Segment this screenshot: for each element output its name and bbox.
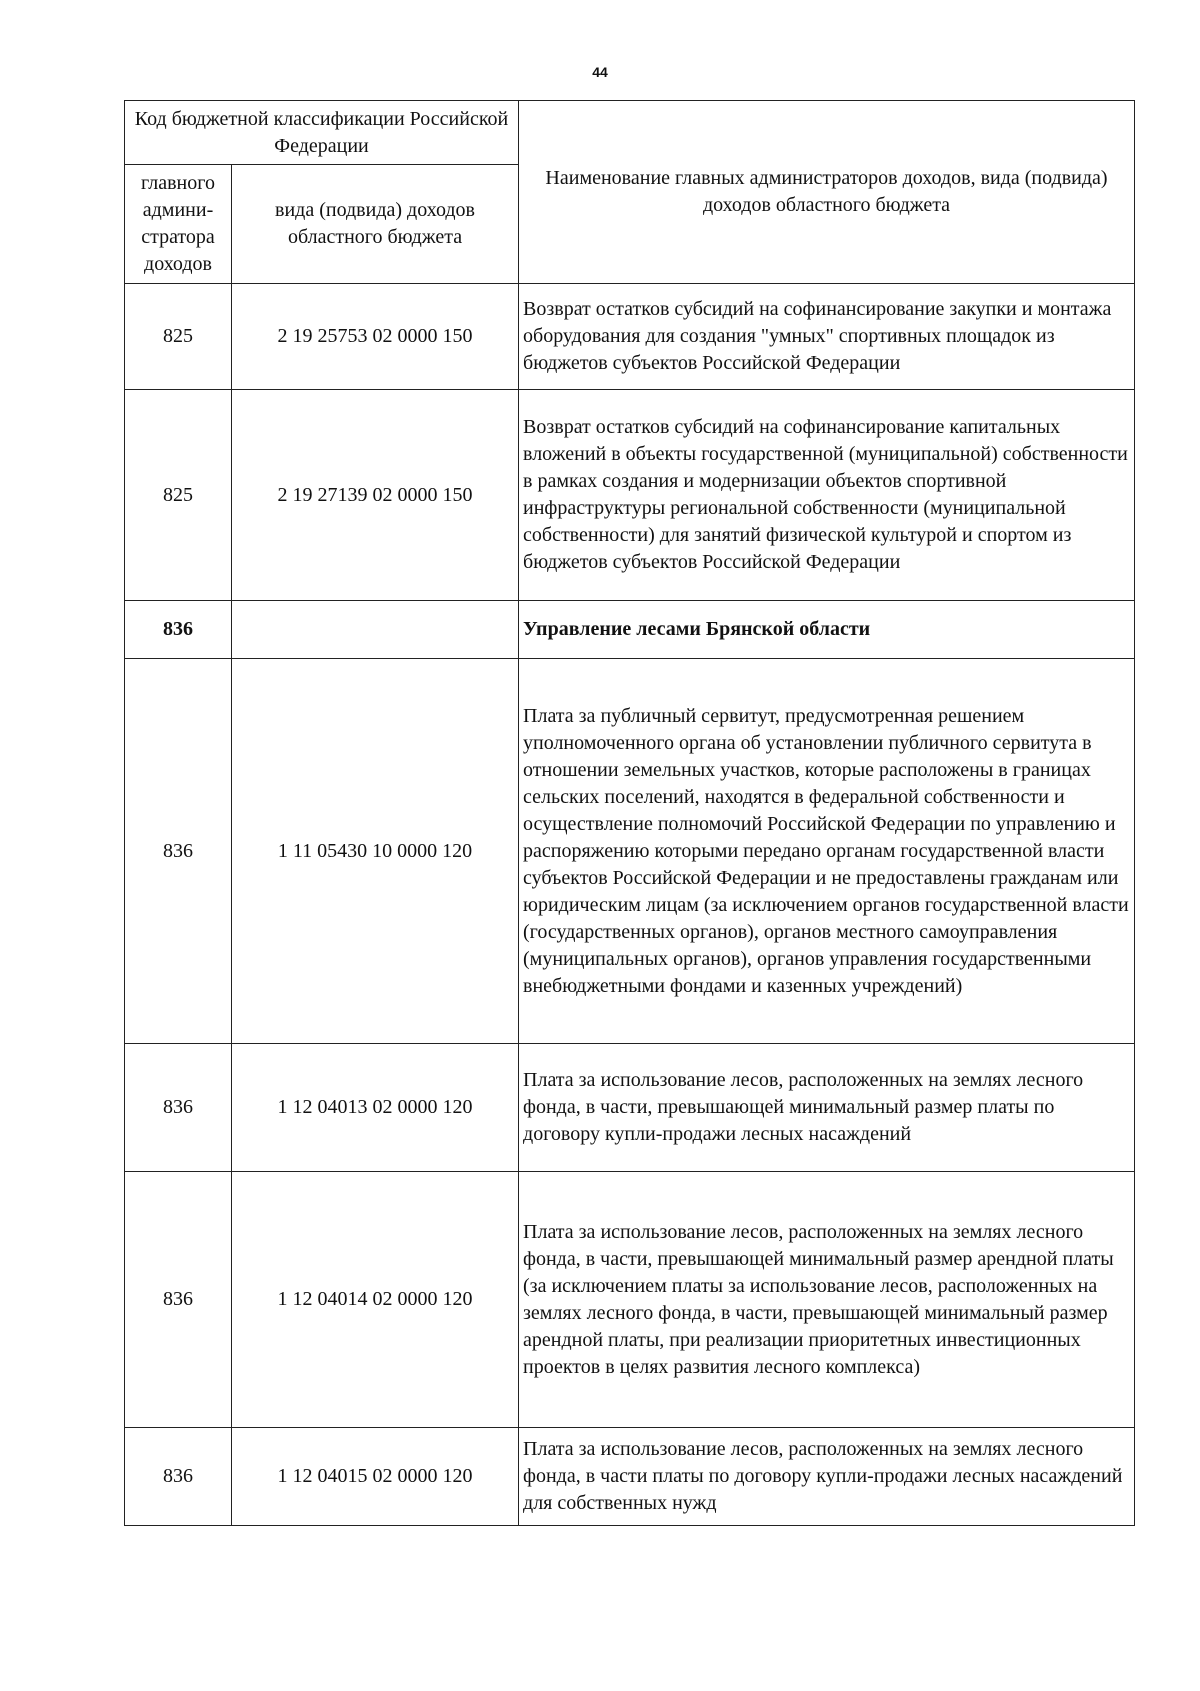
header-col-admin: главного админи- стратора доходов [125,165,232,284]
budget-classification-table [124,100,1135,1526]
table-row [125,1044,1135,1172]
header-col-name: Наименование главных администраторов доходов, вида (подвида) доходов областного бюджета [519,101,1135,284]
row-admin-code: 836 [125,659,232,1044]
table-header-row-1 [125,101,1135,165]
row-name: Плата за использование лесов, расположенных на землях лесного фонда, в части платы по договору купли-продажи лесных насаждений для собственных нужд [519,1428,1135,1526]
row-income-code: 1 11 05430 10 0000 120 [232,659,519,1044]
row-name: Плата за использование лесов, расположенных на землях лесного фонда, в части, превышающей минимальный размер арендной платы (за исключением платы за использование лесов, расположенных на землях лесного фонда, в части, превышающей минимальный размер арендной платы, при реализации приоритетных инвестиционных проектов в целях развития лесного комплекса) [519,1172,1135,1428]
header-col-code: вида (подвида) доходов областного бюджета [232,165,519,284]
row-admin-code: 825 [125,284,232,390]
row-name: Управление лесами Брянской области [519,601,1135,659]
table-row [125,390,1135,601]
row-admin-code: 836 [125,1428,232,1526]
table-row [125,284,1135,390]
row-name: Возврат остатков субсидий на софинансирование закупки и монтажа оборудования для создания "умных" спортивных площадок из бюджетов субъектов Российской Федерации [519,284,1135,390]
table-row [125,659,1135,1044]
header-group-title: Код бюджетной классификации Российской Федерации [125,101,519,165]
row-name: Плата за использование лесов, расположенных на землях лесного фонда, в части, превышающей минимальный размер платы по договору купли-продажи лесных насаждений [519,1044,1135,1172]
row-name: Плата за публичный сервитут, предусмотренная решением уполномоченного органа об установлении публичного сервитута в отношении земельных участков, которые расположены в границах сельских поселений, находятся в федеральной собственности и осуществление полномочий Российской Федерации по управлению и распоряжению которыми передано органам государственной власти субъектов Российской Федерации и не предоставлены гражданам или юридическим лицам (за исключением органов государственной власти (государственных органов), органов местного самоуправления (муниципальных органов), органов управления государственными внебюджетными фондами и казенных учреждений) [519,659,1135,1044]
row-income-code: 1 12 04015 02 0000 120 [232,1428,519,1526]
page-number: 44 [592,64,608,80]
row-income-code: 1 12 04013 02 0000 120 [232,1044,519,1172]
row-income-code: 1 12 04014 02 0000 120 [232,1172,519,1428]
row-admin-code: 836 [125,1172,232,1428]
row-admin-code: 836 [125,601,232,659]
row-admin-code: 825 [125,390,232,601]
table-row [125,1172,1135,1428]
row-income-code: 2 19 25753 02 0000 150 [232,284,519,390]
row-name: Возврат остатков субсидий на софинансирование капитальных вложений в объекты государственной (муниципальной) собственности в рамках создания и модернизации объектов спортивной инфраструктуры региональной собственности (муниципальной собственности) для занятий физической культурой и спортом из бюджетов субъектов Российской Федерации [519,390,1135,601]
row-income-code [232,601,519,659]
row-income-code: 2 19 27139 02 0000 150 [232,390,519,601]
table-row-section [125,601,1135,659]
row-admin-code: 836 [125,1044,232,1172]
table-row [125,1428,1135,1526]
